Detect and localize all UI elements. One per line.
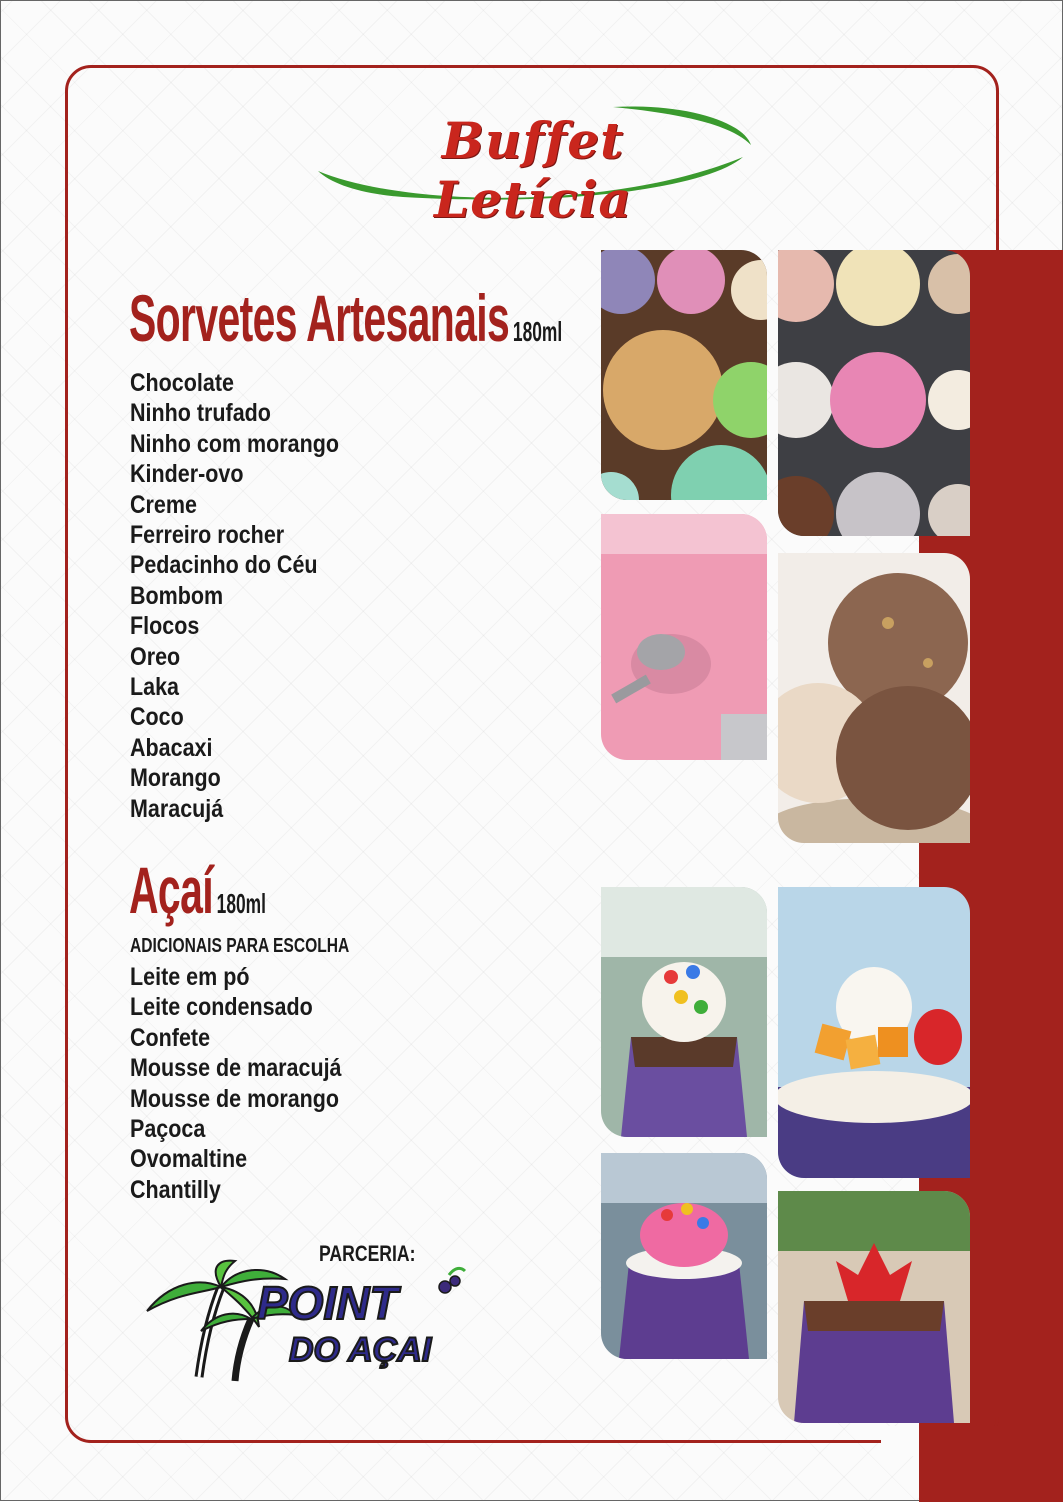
- list-item: Abacaxi: [130, 733, 213, 762]
- list-item: Coco: [130, 703, 184, 732]
- partner-logo-text-bottom: DO AÇAI: [289, 1331, 432, 1369]
- list-item: Maracujá: [130, 794, 224, 823]
- chocolate-ice-cream-bowl-photo: [778, 553, 970, 843]
- list-item: Kinder-ovo: [130, 460, 244, 489]
- list-item: Morango: [130, 764, 221, 793]
- sorvetes-flavor-list: [130, 368, 373, 824]
- list-item: Ninho trufado: [130, 399, 271, 428]
- point-do-acai-logo: [139, 1257, 469, 1397]
- sorvetes-size: 180ml: [512, 316, 563, 347]
- adicionais-label: ADICIONAIS PARA ESCOLHA: [130, 935, 350, 957]
- buffet-leticia-logo: [313, 99, 753, 229]
- acai-adicionais-list: [130, 962, 376, 1205]
- sorvetes-title: Sorvetes Artesanais: [129, 281, 510, 355]
- logo-text: Buffet Letícia: [434, 111, 632, 229]
- list-item: Creme: [130, 490, 197, 519]
- list-item: Mousse de maracujá: [130, 1054, 342, 1083]
- acai-cup-confetti-photo: [601, 887, 767, 1137]
- acai-size: 180ml: [216, 888, 266, 919]
- list-item: Mousse de morango: [130, 1084, 340, 1113]
- ice-cream-cups-photo: [601, 250, 767, 500]
- acai-title: Açaí: [129, 853, 213, 927]
- sorvetes-heading: [129, 281, 563, 355]
- partner-logo-text-top: POINT: [257, 1277, 398, 1329]
- list-item: Chantilly: [130, 1175, 221, 1204]
- ice-cream-tubs-photo: [778, 250, 970, 536]
- list-item: Bombom: [130, 581, 224, 610]
- list-item: Paçoca: [130, 1115, 206, 1144]
- list-item: Flocos: [130, 612, 200, 641]
- parceria-label: PARCERIA:: [319, 1241, 416, 1266]
- list-item: Pedacinho do Céu: [130, 551, 318, 580]
- acai-cup-pink-photo: [601, 1153, 767, 1359]
- list-item: Ferreiro rocher: [130, 521, 285, 550]
- list-item: Laka: [130, 673, 180, 702]
- acai-bowl-mango-photo: [778, 887, 970, 1178]
- list-item: Confete: [130, 1023, 211, 1052]
- list-item: Ninho com morango: [130, 429, 340, 458]
- acai-heading: [129, 853, 266, 927]
- list-item: Chocolate: [130, 369, 234, 397]
- list-item: Leite condensado: [130, 993, 313, 1022]
- list-item: Oreo: [130, 642, 181, 671]
- list-item: Ovomaltine: [130, 1145, 248, 1174]
- pink-ice-cream-scoop-photo: [601, 514, 767, 760]
- acai-cup-strawberry-photo: [778, 1191, 970, 1423]
- list-item: Leite em pó: [130, 963, 250, 991]
